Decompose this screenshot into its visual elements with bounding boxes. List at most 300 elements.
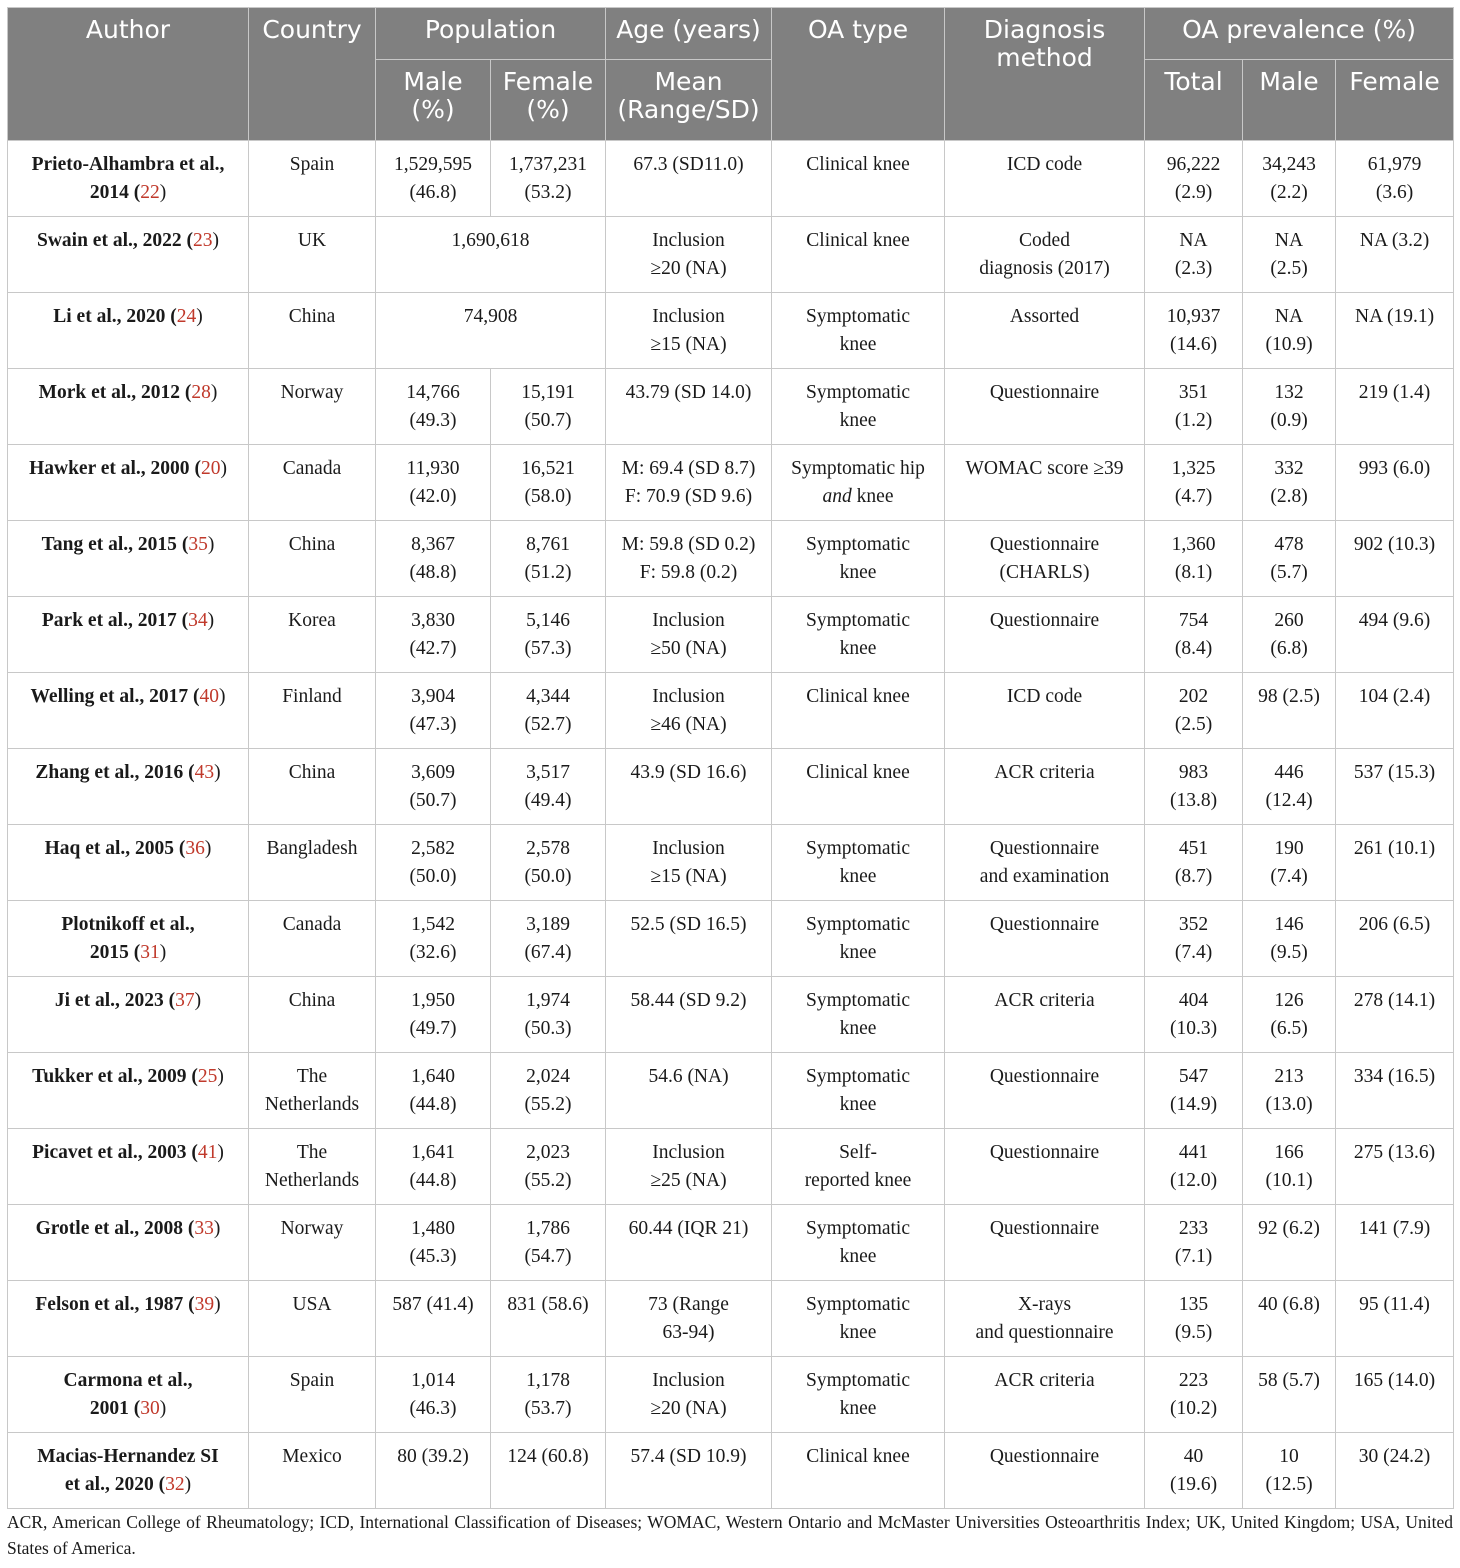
country-cell-line: Netherlands [264,1170,360,1191]
oa-type-cell-line: Clinical knee [806,762,910,783]
header-age: Age (years) [606,8,772,60]
table-row [8,901,1454,977]
prevalence-female-cell [1336,977,1454,1053]
prevalence-female-cell-line: 141 (7.9) [1358,1218,1431,1239]
population-male-cell [376,749,491,825]
prevalence-male-cell-line: 260 [1274,610,1304,631]
oa-type-cell [772,445,945,521]
prevalence-total-cell-line: (2.9) [1174,182,1213,203]
reference-link[interactable]: 37 [175,990,195,1011]
prevalence-male-cell-line: 213 [1274,1066,1304,1087]
diagnosis-cell-line: (CHARLS) [999,562,1090,583]
prevalence-total-cell-line: (14.6) [1169,334,1218,355]
diagnosis-cell [945,141,1145,217]
author-cell [8,1433,249,1509]
author-cell [8,369,249,445]
author-cell [8,1281,249,1357]
population-male-cell [376,1205,491,1281]
prevalence-total-cell-line: 40 [1183,1446,1204,1467]
reference-link[interactable]: 39 [194,1294,215,1315]
prevalence-female-cell [1336,1433,1454,1509]
author-name: Hawker et al., 2000 [29,458,190,479]
age-cell [606,1205,772,1281]
diagnosis-cell-line: Questionnaire [989,1218,1100,1239]
prevalence-total-cell-line: NA [1179,230,1208,251]
table-row [8,1433,1454,1509]
oa-type-cell-line: Symptomatic [806,610,911,631]
oa-type-cell-line: Clinical knee [806,230,910,251]
prevalence-total-cell-line: (8.4) [1174,638,1213,659]
country-cell-line: UK [297,230,327,251]
prevalence-male-cell [1243,977,1336,1053]
oa-type-cell-line: Symptomatic [806,534,911,555]
reference-link[interactable]: 35 [188,534,208,555]
table-footnote: ACR, American College of Rheumatology; ICD, International Classification of Diseases; WOMAC, Western Ontario and McMaster Universities Osteoarthritis Index; UK, United Kingdom; USA, United States of America. [7,1512,1453,1558]
age-cell-line: 54.6 (NA) [648,1066,729,1087]
oa-type-cell-line: knee [839,1246,877,1267]
population-female-cell-line: (52.7) [524,714,572,735]
population-female-cell [491,141,606,217]
prevalence-male-cell-line: (2.2) [1270,182,1308,203]
author-line: Grotle et al., 2008 (33) [35,1218,221,1239]
diagnosis-cell [945,1433,1145,1509]
oa-type-cell [772,141,945,217]
diagnosis-cell-line: ACR criteria [994,1370,1095,1391]
population-male-cell-line: 3,609 [411,762,455,783]
population-male-cell-line: 11,930 [406,458,460,479]
reference-link[interactable]: 22 [140,182,160,203]
author-line [12,911,244,939]
prevalence-total-cell-line: 202 [1178,686,1209,707]
population-male-cell-line: (47.3) [409,714,457,735]
oa-type-cell-line: knee [839,562,877,583]
population-female-cell [491,901,606,977]
population-total-cell [376,217,606,293]
age-cell-line: Inclusion [652,838,725,859]
diagnosis-cell-line: diagnosis (2017) [979,258,1110,279]
country-cell-line: China [288,534,336,555]
prevalence-male-cell [1243,825,1336,901]
age-cell-line: 58.44 (SD 9.2) [630,990,747,1011]
population-male-cell-line: (45.3) [409,1246,457,1267]
header-author: Author [8,8,249,141]
prevalence-female-cell [1336,217,1454,293]
population-female-cell [491,825,606,901]
population-male-cell-line: (50.0) [409,866,457,887]
population-male-cell [376,445,491,521]
age-cell [606,977,772,1053]
population-male-cell-line: (48.8) [409,562,457,583]
population-male-cell-line: 587 (41.4) [392,1294,474,1315]
age-cell [606,369,772,445]
author-line: Tukker et al., 2009 (25) [32,1066,224,1087]
prevalence-total-cell-line: (8.7) [1174,866,1213,887]
population-male-cell-line: 1,480 [411,1218,455,1239]
table-row [8,369,1454,445]
diagnosis-cell-line: Questionnaire [989,1142,1100,1163]
prevalence-female-cell-line: 61,979 [1367,154,1422,175]
prevalence-total-cell [1145,445,1243,521]
oa-type-cell-line: Symptomatic [806,1218,911,1239]
author-cell [8,673,249,749]
reference-link[interactable]: 36 [185,838,205,859]
author-cell [8,1053,249,1129]
table-body [8,141,1454,1509]
country-cell-line: Netherlands [264,1094,360,1115]
diagnosis-cell [945,977,1145,1053]
population-female-cell-line: 2,024 [526,1066,570,1087]
reference-link[interactable]: 28 [191,382,211,403]
country-cell [249,369,376,445]
table-row [8,977,1454,1053]
oa-type-cell-line: Symptomatic [806,382,911,403]
table-row [8,825,1454,901]
author-name: Mork et al., 2012 [38,382,180,403]
prevalence-male-cell-line: 98 (2.5) [1258,686,1320,707]
prevalence-total-cell [1145,369,1243,445]
prevalence-total-cell [1145,597,1243,673]
reference-link[interactable]: 41 [197,1142,218,1163]
author-name: Ji et al., 2023 [54,990,164,1011]
prevalence-male-cell [1243,1357,1336,1433]
country-cell-line: Bangladesh [266,838,358,859]
table-row [8,217,1454,293]
population-female-cell-line: 4,344 [526,686,570,707]
diagnosis-cell-line: Coded [1019,230,1070,251]
prevalence-total-cell [1145,1357,1243,1433]
author-line: Swain et al., 2022 (23) [36,230,219,251]
reference-link[interactable]: 34 [188,610,208,631]
prevalence-male-cell-line: 446 [1274,762,1304,783]
prevalence-female-cell [1336,901,1454,977]
prevalence-male-cell [1243,217,1336,293]
country-cell [249,901,376,977]
population-female-cell [491,1129,606,1205]
prevalence-total-cell [1145,901,1243,977]
prevalence-male-cell [1243,1205,1336,1281]
author-cell [8,141,249,217]
oa-type-cell [772,825,945,901]
prevalence-total-cell [1145,1053,1243,1129]
author-name: Picavet et al., 2003 [32,1142,187,1163]
reference-link[interactable]: 43 [194,762,215,783]
prevalence-male-cell-line: (6.5) [1270,1018,1308,1039]
prevalence-male-cell-line: (10.9) [1265,334,1313,355]
diagnosis-cell-line: Questionnaire [989,1446,1100,1467]
prevalence-female-cell [1336,825,1454,901]
header-population-male: Male (%) [376,60,491,141]
prevalence-female-cell-line: 902 (10.3) [1353,534,1436,555]
prevalence-male-cell [1243,445,1336,521]
population-female-cell-line: 15,191 [521,382,575,403]
oa-type-cell [772,217,945,293]
oa-type-cell-line: Symptomatic [806,306,911,327]
diagnosis-cell [945,1357,1145,1433]
prevalence-female-cell [1336,1281,1454,1357]
population-male-cell [376,1357,491,1433]
header-oa-prevalence: OA prevalence (%) [1145,8,1454,60]
population-male-cell-line: 2,582 [411,838,455,859]
age-cell [606,217,772,293]
prevalence-female-cell [1336,1129,1454,1205]
author-name: Zhang et al., 2016 [35,762,184,783]
table-row [8,521,1454,597]
population-female-cell [491,1053,606,1129]
oa-type-cell-line: Symptomatic [806,838,911,859]
population-male-cell [376,825,491,901]
age-cell-line: 52.5 (SD 16.5) [630,914,747,935]
age-cell-line: ≥50 (NA) [650,638,727,659]
diagnosis-cell-line: WOMAC score ≥39 [965,458,1124,479]
prevalence-male-cell [1243,369,1336,445]
age-cell-line: Inclusion [652,306,725,327]
diagnosis-cell-line: ACR criteria [994,762,1095,783]
age-cell-line: ≥20 (NA) [650,1398,727,1419]
population-male-cell-line: 1,529,595 [394,154,472,175]
population-male-cell [376,521,491,597]
author-name: 2014 [89,182,129,203]
header-age-mean: Mean (Range/SD) [606,60,772,141]
country-cell-line: China [288,762,336,783]
table-row [8,1129,1454,1205]
country-cell [249,1357,376,1433]
country-cell-line: Norway [280,1218,344,1239]
author-cell [8,293,249,369]
prevalence-female-cell [1336,1205,1454,1281]
country-cell [249,1205,376,1281]
population-female-cell [491,1433,606,1509]
oa-type-cell-line: knee [839,1322,877,1343]
diagnosis-cell [945,369,1145,445]
reference-link[interactable]: 33 [194,1218,214,1239]
prevalence-male-cell-line: (9.5) [1270,942,1308,963]
oa-type-cell [772,1433,945,1509]
author-name: Grotle et al., 2008 [35,1218,184,1239]
author-line: et al., 2020 (32) [64,1474,192,1495]
oa-type-cell [772,293,945,369]
prevalence-female-cell-line: 278 (14.1) [1353,990,1436,1011]
prevalence-male-cell-line: 132 [1274,382,1304,403]
age-cell [606,1433,772,1509]
author-line: Haq et al., 2005 (36) [44,838,212,859]
country-cell [249,749,376,825]
prevalence-male-cell [1243,1053,1336,1129]
population-male-cell [376,1281,491,1357]
population-female-cell [491,749,606,825]
age-cell-line: 60.44 (IQR 21) [628,1218,749,1239]
author-cell [8,825,249,901]
reference-link[interactable]: 32 [165,1474,185,1495]
reference-link[interactable]: 30 [140,1398,160,1419]
population-male-cell-line: (42.7) [409,638,457,659]
population-male-cell [376,977,491,1053]
oa-type-cell [772,1129,945,1205]
reference-link[interactable]: 40 [199,686,219,707]
age-cell [606,901,772,977]
prevalence-male-cell-line: (5.7) [1270,562,1308,583]
age-cell [606,141,772,217]
prevalence-female-cell-line: (3.6) [1375,182,1414,203]
oa-type-cell [772,977,945,1053]
diagnosis-cell [945,1053,1145,1129]
age-cell-line: Inclusion [652,230,725,251]
oa-type-cell-line: and knee [822,486,894,507]
table-row [8,1281,1454,1357]
oa-type-cell-line: Symptomatic [806,1370,911,1391]
prevalence-male-cell-line: (0.9) [1270,410,1308,431]
population-female-cell-line: 3,189 [526,914,570,935]
prevalence-total-cell-line: (7.1) [1174,1246,1213,1267]
country-cell [249,977,376,1053]
prevalence-total-cell [1145,217,1243,293]
prevalence-male-cell-line: (2.8) [1270,486,1308,507]
oa-type-cell-line: knee [839,1398,877,1419]
population-male-cell [376,901,491,977]
population-male-cell-line: (46.3) [409,1398,457,1419]
author-cell [8,521,249,597]
population-female-cell-line: 2,578 [526,838,570,859]
author-name: Swain et al., 2022 [36,230,182,251]
author-line [12,1367,244,1395]
prevalence-total-cell-line: (14.9) [1169,1094,1218,1115]
author-line: Welling et al., 2017 (40) [30,686,226,707]
population-female-cell-line: (53.2) [524,182,572,203]
population-male-cell-line: (32.6) [409,942,457,963]
prevalence-male-cell [1243,597,1336,673]
oa-type-cell-line: Clinical knee [806,154,910,175]
prevalence-total-cell-line: 135 [1178,1294,1209,1315]
oa-type-cell [772,673,945,749]
prevalence-total-cell [1145,1129,1243,1205]
diagnosis-cell [945,1129,1145,1205]
age-cell-line: Inclusion [652,1142,725,1163]
author-line [12,1443,244,1471]
prevalence-total-cell [1145,141,1243,217]
age-cell-line: ≥25 (NA) [650,1170,727,1191]
country-cell-line: Norway [280,382,344,403]
prevalence-total-cell [1145,977,1243,1053]
country-cell-line: The [296,1142,328,1163]
population-female-cell [491,445,606,521]
diagnosis-cell-line: ACR criteria [994,990,1095,1011]
age-cell-line: ≥20 (NA) [650,258,727,279]
oa-type-cell [772,1281,945,1357]
prevalence-male-cell-line: NA [1274,230,1304,251]
prevalence-male-cell-line: 58 (5.7) [1258,1370,1320,1391]
oa-type-cell-line: Symptomatic [806,1066,911,1087]
author-cell [8,901,249,977]
diagnosis-cell-line: Questionnaire [989,914,1100,935]
prevalence-total-cell [1145,825,1243,901]
table-row [8,141,1454,217]
population-female-cell-line: (54.7) [524,1246,572,1267]
prevalence-female-cell [1336,141,1454,217]
population-male-cell [376,1053,491,1129]
reference-link[interactable]: 31 [140,942,160,963]
prevalence-total-cell [1145,1205,1243,1281]
prevalence-total-cell-line: 547 [1178,1066,1209,1087]
table-row [8,597,1454,673]
prevalence-total-cell-line: (4.7) [1174,486,1213,507]
age-cell-line: 63-94) [662,1322,715,1343]
age-cell-line: Inclusion [652,1370,725,1391]
diagnosis-cell [945,901,1145,977]
country-cell-line: China [288,306,336,327]
prevalence-total-cell-line: 352 [1178,914,1209,935]
prevalence-female-cell-line: 165 (14.0) [1353,1370,1436,1391]
author-line: Tang et al., 2015 (35) [41,534,215,555]
population-female-cell-line: 8,761 [526,534,570,555]
prevalence-male-cell-line: (6.8) [1270,638,1308,659]
author-line: Ji et al., 2023 (37) [54,990,202,1011]
age-cell [606,825,772,901]
author-cell [8,1357,249,1433]
prevalence-male-cell [1243,1433,1336,1509]
prevalence-male-cell-line: NA [1274,306,1304,327]
table-row [8,1205,1454,1281]
oa-type-cell-line: knee [839,942,877,963]
country-cell [249,521,376,597]
population-female-cell [491,369,606,445]
diagnosis-cell [945,1281,1145,1357]
age-cell [606,445,772,521]
prevalence-female-cell-line: 206 (6.5) [1358,914,1431,935]
diagnosis-cell-line: and examination [979,866,1110,887]
population-female-cell-line: 1,974 [526,990,570,1011]
author-name: 2001 [89,1398,129,1419]
population-female-cell [491,1205,606,1281]
population-female-cell-line: (58.0) [524,486,572,507]
prevalence-total-cell-line: (7.4) [1174,942,1213,963]
author-name: Plotnikoff et al., [61,914,195,935]
reference-link[interactable]: 20 [200,458,221,479]
country-cell [249,673,376,749]
country-cell-line: Canada [282,914,342,935]
prevalence-female-cell-line: 104 (2.4) [1358,686,1431,707]
age-cell-line: Inclusion [652,610,725,631]
prevalence-total-cell-line: 983 [1178,762,1209,783]
country-cell-line: USA [292,1294,332,1315]
population-female-cell-line: (50.0) [524,866,572,887]
prevalence-total-cell [1145,1281,1243,1357]
prevalence-male-cell-line: 40 (6.8) [1258,1294,1320,1315]
prevalence-female-cell [1336,521,1454,597]
prevalence-female-cell [1336,749,1454,825]
reference-link[interactable]: 24 [176,306,197,327]
prevalence-male-cell-line: 190 [1274,838,1304,859]
prevalence-female-cell-line: 219 (1.4) [1358,382,1431,403]
oa-type-cell-line: Clinical knee [806,1446,910,1467]
population-male-cell-line: 80 (39.2) [397,1446,469,1467]
table-row [8,749,1454,825]
prevalence-female-cell [1336,673,1454,749]
author-name: Prieto-Alhambra et al., [31,154,225,175]
population-female-cell [491,977,606,1053]
author-line: Park et al., 2017 (34) [41,610,215,631]
prevalence-total-cell-line: 441 [1178,1142,1209,1163]
population-female-cell [491,1357,606,1433]
reference-link[interactable]: 23 [193,230,213,251]
prevalence-male-cell-line: (13.0) [1265,1094,1313,1115]
prevalence-total-cell [1145,749,1243,825]
reference-link[interactable]: 25 [197,1066,218,1087]
author-cell [8,217,249,293]
age-cell-line: M: 69.4 (SD 8.7) [621,458,756,479]
author-name: Li et al., 2020 [53,306,166,327]
population-female-cell-line: (49.4) [524,790,572,811]
prevalence-female-cell-line: 95 (11.4) [1359,1294,1430,1315]
prevalence-total-cell-line: 754 [1178,610,1209,631]
